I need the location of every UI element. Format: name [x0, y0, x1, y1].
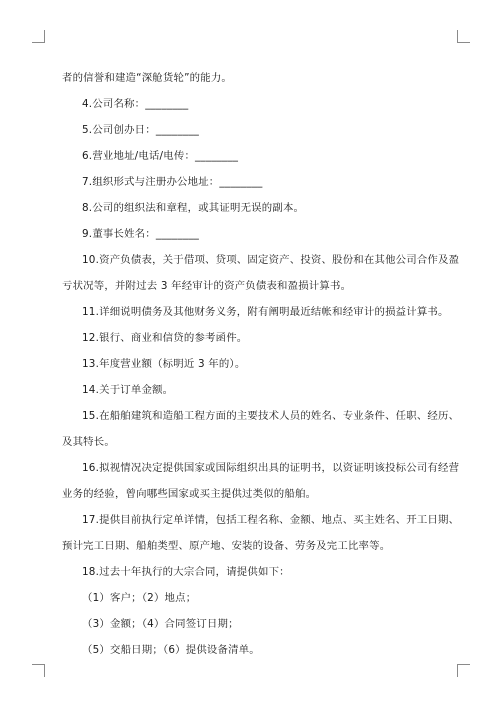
item-8-articles: 8.公司的组织法和章程，或其证明无误的副本。: [82, 202, 305, 214]
item-17-continuation: 预计完工日期、船舶类型、原产地、安装的设备、劳务及完工比率等。: [62, 540, 391, 552]
item-15-technical-staff: 15.在船舶建筑和造船工程方面的主要技术人员的姓名、专业条件、任职、经历、: [82, 410, 460, 422]
item-16-continuation: 业务的经验，曾向哪些国家或买主提供过类似的船舶。: [62, 488, 317, 500]
item-4-company-name: 4.公司名称：________: [82, 98, 189, 110]
crop-mark-top-right: [457, 30, 470, 43]
document-body: [62, 65, 460, 663]
item-16-certificates: 16.拟视情况决定提供国家或国际组织出具的证明书，以资证明该投标公司有经营: [82, 462, 460, 474]
item-18-major-contracts: 18.过去十年执行的大宗合同，请提供如下：: [82, 566, 290, 578]
crop-mark-bottom-left: [32, 664, 45, 677]
text-line-continuation: 者的信誉和建造“深舱货轮”的能力。: [62, 72, 233, 84]
item-10-balance-sheet: 10.资产负债表，关于借项、贷项、固定资产、投资、股份和在其他公司合作及盈: [82, 254, 460, 266]
crop-mark-top-left: [32, 30, 45, 43]
crop-mark-bottom-right: [457, 664, 470, 677]
item-5-founding-date: 5.公司创办日：________: [82, 124, 200, 136]
item-18-sub-1-2: （1）客户；（2）地点；: [82, 592, 197, 604]
item-14-order-amount: 14.关于订单金额。: [82, 384, 174, 396]
item-12-references: 12.银行、商业和信贷的参考函件。: [82, 332, 248, 344]
item-13-turnover: 13.年度营业额（标明近 3 年的）。: [82, 358, 246, 370]
item-9-chairman-name: 9.董事长姓名：________: [82, 228, 200, 240]
item-10-continuation: 亏状况等，并附过去 3 年经审计的资产负债表和盈损计算书。: [62, 280, 352, 292]
item-18-sub-3-4: （3）金额；（4）合同签订日期；: [82, 618, 239, 630]
item-11-liabilities: 11.详细说明债务及其他财务义务，附有阐明最近结帐和经审计的损益计算书。: [82, 306, 449, 318]
item-17-current-orders: 17.提供目前执行定单详情，包括工程名称、金额、地点、买主姓名、开工日期、: [82, 514, 460, 526]
item-7-organization-form: 7.组织形式与注册办公地址：________: [82, 176, 263, 188]
item-18-sub-5-6: （5）交船日期；（6）提供设备清单。: [82, 644, 260, 656]
item-15-continuation: 及其特长。: [62, 436, 115, 448]
item-6-business-address: 6.营业地址/电话/电传：________: [82, 150, 239, 162]
